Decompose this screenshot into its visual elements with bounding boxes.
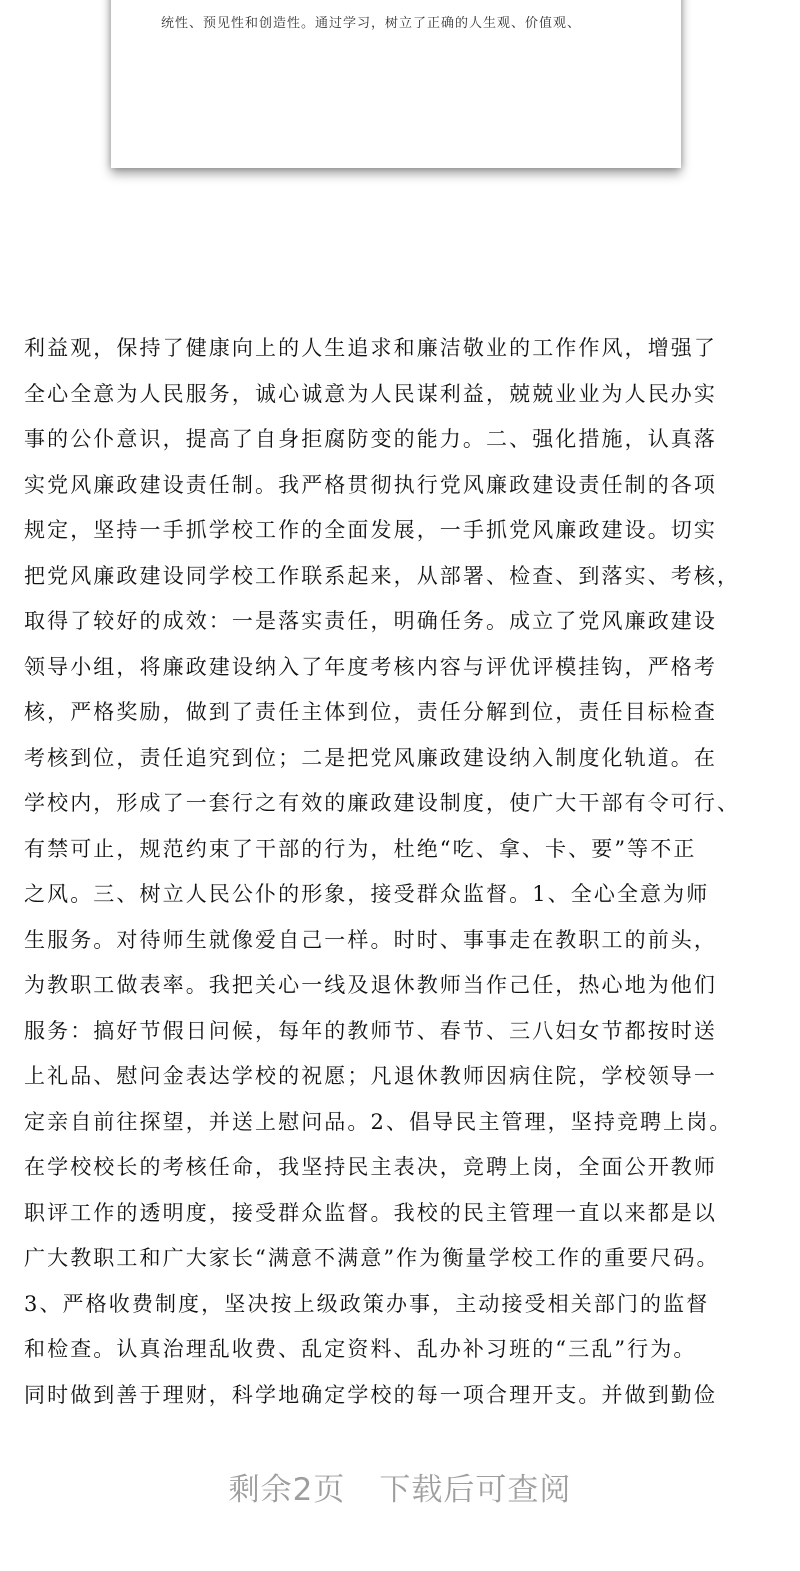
body-line: 广大教职工和广大家长“满意不满意”作为衡量学校工作的重要尺码。 [24,1246,720,1270]
body-line: 把党风廉政建设同学校工作联系起来，从部署、检查、到落实、考核， [24,563,741,588]
body-line: 上礼品、慰问金表达学校的祝愿；凡退休教师因病住院，学校领导一 [24,1064,717,1088]
body-line: 生服务。对待师生就像爱自己一样。时时、事事走在教职工的前头， [24,927,717,952]
body-line: 定亲自前往探望，并送上慰问品。2、倡导民主管理，坚持竞聘上岗。 [24,1109,733,1134]
body-line: 服务：搞好节假日问候，每年的教师节、春节、三八妇女节都按时送 [24,1018,717,1043]
preview-page-text: 统性、预见性和创造性。通过学习，树立了正确的人生观、价值观、 [161,16,582,31]
body-line: 取得了较好的成效：一是落实责任，明确任务。成立了党风廉政建设 [24,609,717,633]
remaining-pages-label: 剩余2页 [228,1472,346,1508]
body-line: 3、严格收费制度，坚决按上级政策办事，主动接受相关部门的监督 [24,1291,710,1316]
body-line: 全心全意为人民服务，诚心诚意为人民谋利益，兢兢业业为人民办实 [24,381,717,406]
body-line: 实党风廉政建设责任制。我严格贯彻执行党风廉政建设责任制的各项 [24,472,717,497]
body-line: 考核到位，责任追究到位；二是把党风廉政建设纳入制度化轨道。在 [24,745,717,770]
document-body [24,326,780,1418]
body-line: 职评工作的透明度，接受群众监督。我校的民主管理一直以来都是以 [24,1200,717,1225]
body-line: 之风。三、树立人民公仆的形象，接受群众监督。1、全心全意为师 [24,882,710,906]
body-line: 同时做到善于理财，科学地确定学校的每一项合理开支。并做到勤俭 [24,1382,717,1407]
body-line: 和检查。认真治理乱收费、乱定资料、乱办补习班的“三乱”行为。 [24,1337,697,1361]
previous-page-preview [111,0,681,168]
body-line: 为教职工做表率。我把关心一线及退休教师当作己任，热心地为他们 [24,973,717,997]
body-line: 事的公仆意识，提高了自身拒腐防变的能力。二、强化措施，认真落 [24,427,717,451]
download-to-view-hint[interactable] [0,1464,800,1509]
body-line: 规定，坚持一手抓学校工作的全面发展，一手抓党风廉政建设。切实 [24,518,717,542]
body-line: 有禁可止，规范约束了干部的行为，杜绝“吃、拿、卡、要”等不正 [24,836,697,861]
body-line: 领导小组，将廉政建设纳入了年度考核内容与评优评模挂钩，严格考 [24,654,717,679]
download-action-label: 下载后可查阅 [379,1472,572,1508]
body-line: 核，严格奖励，做到了责任主体到位，责任分解到位，责任目标检查 [24,700,717,724]
body-line: 利益观，保持了健康向上的人生追求和廉洁敬业的工作作风，增强了 [24,336,717,360]
body-line: 学校内，形成了一套行之有效的廉政建设制度，使广大干部有令可行、 [24,791,741,815]
body-line: 在学校校长的考核任命，我坚持民主表决，竞聘上岗，全面公开教师 [24,1155,717,1179]
